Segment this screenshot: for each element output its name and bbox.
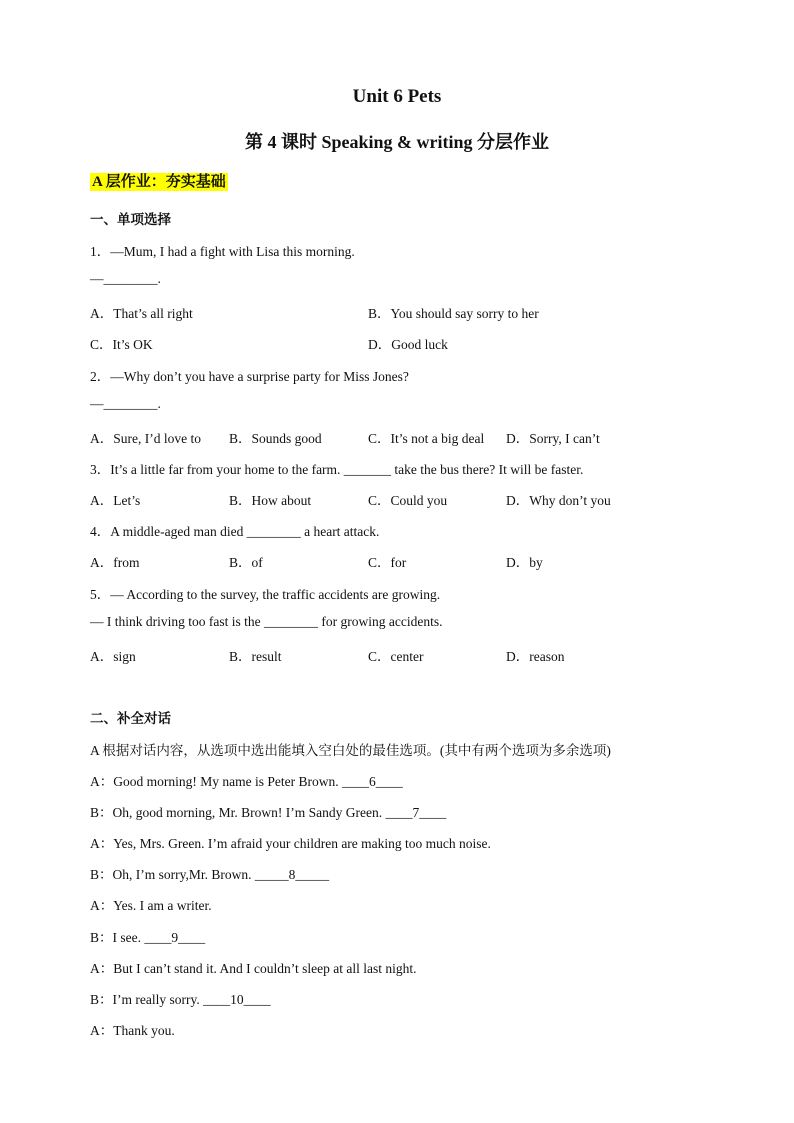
dialogue-speaker: B：	[90, 992, 113, 1007]
dialogue-text: I’m really sorry.	[112, 992, 204, 1007]
q4-option-b: B．of	[229, 555, 263, 570]
q2-option-d: D．Sorry, I can’t	[506, 431, 600, 446]
dialogue-speaker: A：	[90, 898, 114, 913]
q5-option-b: B．result	[229, 649, 282, 664]
dialogue-blank: _____8_____	[254, 867, 330, 882]
q3-option-c: C．Could you	[368, 493, 448, 508]
dialogue-text: Oh, I’m sorry,Mr. Brown.	[112, 867, 255, 882]
question-1-stem: 1．—Mum, I had a fight with Lisa this morning.	[90, 244, 355, 259]
level-a-heading-row	[90, 170, 228, 191]
dialogue-speaker: A：	[90, 836, 114, 851]
dialogue-line	[90, 863, 329, 883]
q3-option-d: D．Why don’t you	[506, 493, 611, 508]
question-2-stem: 2．—Why don’t you have a surprise party for Miss Jones?	[90, 369, 409, 384]
q4-option-d: D．by	[506, 555, 543, 570]
dialogue-text: I see.	[112, 930, 145, 945]
dialogue-speaker: B：	[90, 805, 113, 820]
q4-option-c: C．for	[368, 555, 407, 570]
q5-option-a: A．sign	[90, 649, 136, 664]
dialogue-line	[90, 988, 271, 1008]
q2-option-b: B．Sounds good	[229, 431, 322, 446]
q1-option-c: C．It’s OK	[90, 337, 153, 352]
dialogue-text: Good morning! My name is Peter Brown.	[113, 774, 342, 789]
dialogue-blank: ____10____	[203, 992, 271, 1007]
dialogue-speaker: A：	[90, 961, 114, 976]
dialogue-text: Thank you.	[113, 1023, 175, 1038]
dialogue-text: Yes. I am a writer.	[113, 898, 212, 913]
dialogue-speaker: B：	[90, 930, 113, 945]
q1-option-a: A．That’s all right	[90, 306, 193, 321]
dialogue-blank: ____9____	[144, 930, 206, 945]
document-subtitle: 第 4 课时 Speaking & writing 分层作业	[244, 132, 550, 152]
q2-option-a: A．Sure, I’d love to	[90, 431, 201, 446]
dialogue-blank: ____7____	[385, 805, 447, 820]
q3-option-b: B．How about	[229, 493, 312, 508]
q5-option-c: C．center	[368, 649, 424, 664]
q1-option-b: B．You should say sorry to her	[368, 306, 539, 321]
dialogue-speaker: A：	[90, 1023, 114, 1038]
question-5-stem: 5．— According to the survey, the traffic accidents are growing.	[90, 587, 441, 602]
dialogue-speaker: B：	[90, 867, 113, 882]
question-5-reply: — I think driving too fast is the ________ for growing accidents.	[90, 614, 443, 629]
dialogue-text: Oh, good morning, Mr. Brown! I’m Sandy Green.	[112, 805, 386, 820]
dialogue-text: Yes, Mrs. Green. I’m afraid your children are making too much noise.	[113, 836, 491, 851]
dialogue-line	[90, 832, 491, 852]
q2-option-c: C．It’s not a big deal	[368, 431, 485, 446]
q5-option-d: D．reason	[506, 649, 565, 664]
section2-instruction: A 根据对话内容，从选项中选出能填入空白处的最佳选项。(其中有两个选项为多余选项)	[90, 743, 611, 758]
q1-option-d: D．Good luck	[368, 337, 448, 352]
q4-option-a: A．from	[90, 555, 140, 570]
question-3-stem: 3．It’s a little far from your home to the farm. _______ take the bus there? It will be faster.	[90, 462, 584, 477]
dialogue-line	[90, 894, 212, 914]
dialogue-line	[90, 1019, 175, 1039]
question-2-reply: —________.	[90, 396, 161, 411]
dialogue-speaker: A：	[90, 774, 114, 789]
dialogue-line	[90, 957, 416, 977]
section1-heading: 一、单项选择	[90, 212, 171, 227]
dialogue-line	[90, 926, 205, 946]
dialogue-line	[90, 801, 446, 821]
q3-option-a: A．Let’s	[90, 493, 141, 508]
question-1-reply: —________.	[90, 271, 161, 286]
dialogue-blank: ____6____	[341, 774, 403, 789]
dialogue-text: But I can’t stand it. And I couldn’t sleep at all last night.	[113, 961, 417, 976]
section2-heading: 二、补全对话	[90, 711, 171, 726]
dialogue-line	[90, 770, 403, 790]
question-4-stem: 4．A middle-aged man died ________ a heart attack.	[90, 524, 380, 539]
level-a-heading: A 层作业：夯实基础	[92, 174, 226, 190]
document-title: Unit 6 Pets	[352, 86, 442, 107]
